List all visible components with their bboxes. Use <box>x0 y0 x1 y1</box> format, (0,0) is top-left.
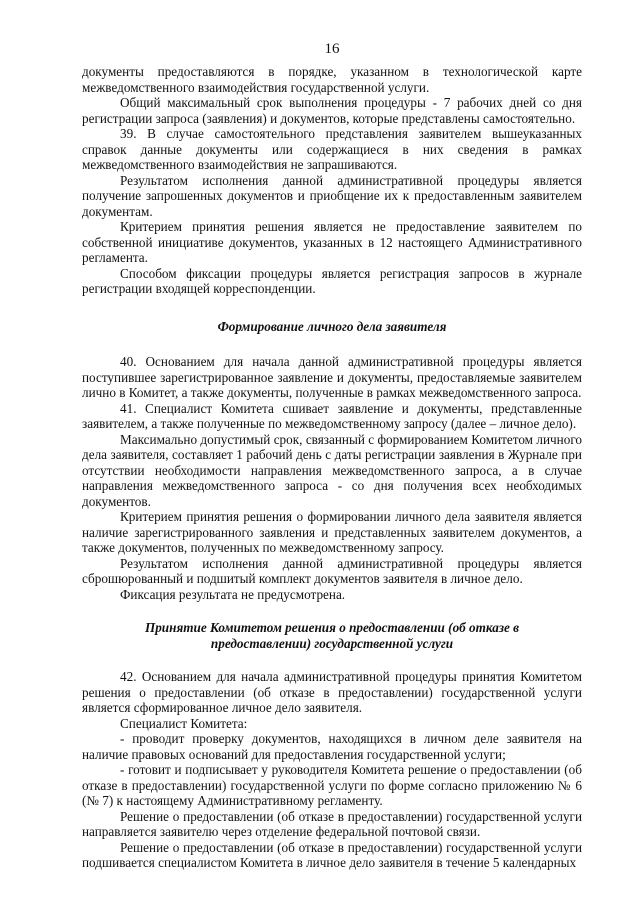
paragraph: Специалист Комитета: <box>120 715 248 731</box>
paragraph: документы предоставляются в порядке, указанном в технологической карте межведомственного взаимодействия государственной услуги. <box>82 64 582 95</box>
paragraph: Решение о предоставлении (об отказе в предоставлении) государственной услуги направляется заявителю через отделение федеральной почтовой связи. <box>82 808 582 839</box>
list-item: - готовит и подписывает у руководителя Комитета решение о предоставлении (об отказе в предоставлении) государственной услуги по форме согласно приложению № 6 (№ 7) к настоящему Административному регламенту. <box>82 762 582 808</box>
section-heading: Формирование личного дела заявителя <box>217 318 447 334</box>
paragraph: Максимально допустимый срок, связанный с формированием Комитетом личного дела заявителя, составляет 1 рабочий день с даты регистрации заявления в Журнале при отсутствии необходимости направления межведомственного запроса, а в случае направления межведомственного запроса - со дня получения всех необходимых документов. <box>82 431 582 509</box>
paragraph: 42. Основанием для начала административной процедуры принятия Комитетом решения о предоставлении (об отказе в предоставлении) государственной услуги является сформированное личное дело заявителя. <box>82 669 582 715</box>
paragraph: Общий максимальный срок выполнения процедуры - 7 рабочих дней со дня регистрации запроса (заявления) и документов, которые представлены самостоятельно. <box>82 95 582 126</box>
paragraph: Результатом исполнения данной административной процедуры является получение запрошенных документов и приобщение их к предоставленным заявителем документам. <box>82 172 582 219</box>
section-heading-line: Принятие Комитетом решения о предоставлении (об отказе в <box>144 620 520 635</box>
paragraph: Фиксация результата не предусмотрена. <box>120 586 346 602</box>
spacer <box>82 297 582 319</box>
paragraph: 41. Специалист Комитета сшивает заявление и документы, представленные заявителем, а также полученные по межведомственному запросу (далее – личное дело). <box>82 400 582 431</box>
paragraph: Критерием принятия решения о формировании личного дела заявителя является наличие зарегистрированного заявления и представленных заявителем документов, а также документов, полученных по межведомственному запросу. <box>82 509 582 555</box>
paragraph: Результатом исполнения данной административной процедуры является сброшюрованный и подшитый комплект документов заявителя в личное дело. <box>82 555 582 586</box>
document-page <box>82 40 582 871</box>
spacer <box>82 334 582 354</box>
spacer <box>82 651 582 669</box>
page-number: 16 <box>324 41 340 57</box>
paragraph: 40. Основанием для начала данной административной процедуры является поступившее зарегистрированное заявление и документы, предоставляемые заявителем лично в Комитет, а также документы, полученные в рамках межведомственного запроса. <box>82 354 582 400</box>
spacer <box>82 602 582 620</box>
section-heading-line: предоставлении) государственной услуги <box>210 635 454 651</box>
paragraph: 39. В случае самостоятельного представления заявителем вышеуказанных справок данные документы или содержащиеся в них сведения в рамках межведомственного взаимодействия не запрашиваются. <box>82 126 582 172</box>
list-item: - проводит проверку документов, находящихся в личном деле заявителя на наличие правовых оснований для предоставления государственной услуги; <box>82 731 582 762</box>
paragraph: Способом фиксации процедуры является регистрация запросов в журнале регистрации входящей корреспонденции. <box>82 265 582 296</box>
paragraph: Решение о предоставлении (об отказе в предоставлении) государственной услуги подшивается специалистом Комитета в личное дело заявителя в течение 5 календарных <box>82 839 582 870</box>
paragraph: Критерием принятия решения является не предоставление заявителем по собственной инициативе документов, указанных в 12 настоящего Административного регламента. <box>82 219 582 265</box>
